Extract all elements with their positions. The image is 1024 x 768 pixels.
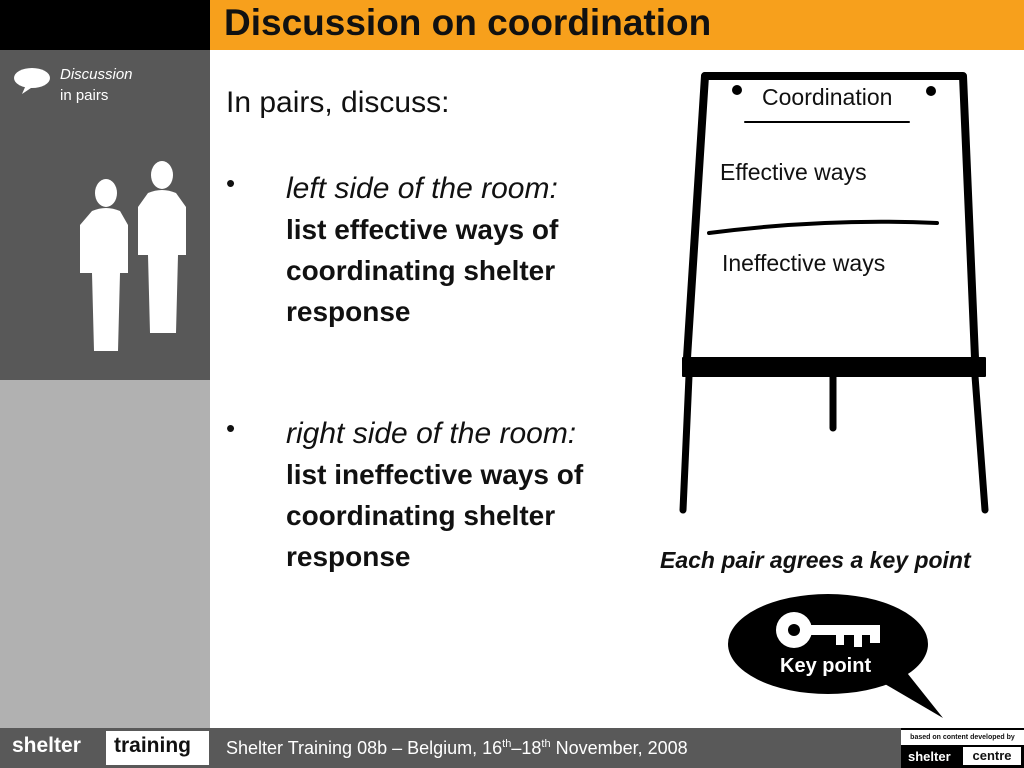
flipchart-effective-label: Effective ways (720, 159, 867, 185)
pair-caption: Each pair agrees a key point (660, 547, 971, 573)
header-left-block (0, 0, 210, 50)
footer-event-part: Shelter Training 08b – Belgium, 16 (226, 738, 503, 758)
bullet-line: list effective ways of (286, 214, 559, 245)
bullet-line: coordinating shelter (286, 500, 556, 531)
credit-note: based on content developed by (901, 730, 1024, 745)
bullet-lead: right side of the room: (286, 417, 577, 450)
footer-event-text (226, 738, 688, 759)
flipchart-ineffective-label: Ineffective ways (722, 250, 886, 276)
brand-shelter: shelter (12, 734, 81, 757)
bullet-lead: left side of the room: (286, 172, 558, 205)
shelter-centre-logo (901, 728, 1024, 768)
flipchart-icon (675, 68, 995, 518)
bullet-marker: • (226, 413, 236, 443)
credit-shelter: shelter (908, 749, 951, 764)
credit-centre: centre (963, 747, 1021, 765)
sidebar-lower-panel (0, 380, 210, 728)
activity-label (60, 64, 133, 106)
footer-event-part: November, 2008 (550, 738, 688, 758)
flipchart-heading: Coordination (762, 84, 893, 110)
bullet-line: response (286, 541, 411, 572)
activity-label-line1: Discussion (60, 66, 133, 83)
speech-bubble-icon (12, 66, 52, 96)
bullet-marker: • (226, 168, 236, 198)
brand-training: training (114, 734, 191, 757)
footer-sup: th (502, 738, 512, 750)
bullet-line: coordinating shelter (286, 255, 556, 286)
slide-title: Discussion on coordination (224, 2, 712, 43)
two-people-icon (72, 155, 196, 360)
bullet-content (286, 168, 558, 332)
key-point-label: Key point (780, 655, 872, 677)
footer-sup: th (541, 738, 551, 750)
bullet-line: list ineffective ways of (286, 459, 584, 490)
bullet-content (286, 413, 583, 577)
title-bar (210, 0, 1024, 50)
brand-training-box (106, 731, 209, 765)
intro-text: In pairs, discuss: (226, 86, 450, 119)
bullet-line: response (286, 296, 411, 327)
footer-event-part: –18 (511, 738, 542, 758)
activity-label-line2: in pairs (60, 87, 109, 104)
